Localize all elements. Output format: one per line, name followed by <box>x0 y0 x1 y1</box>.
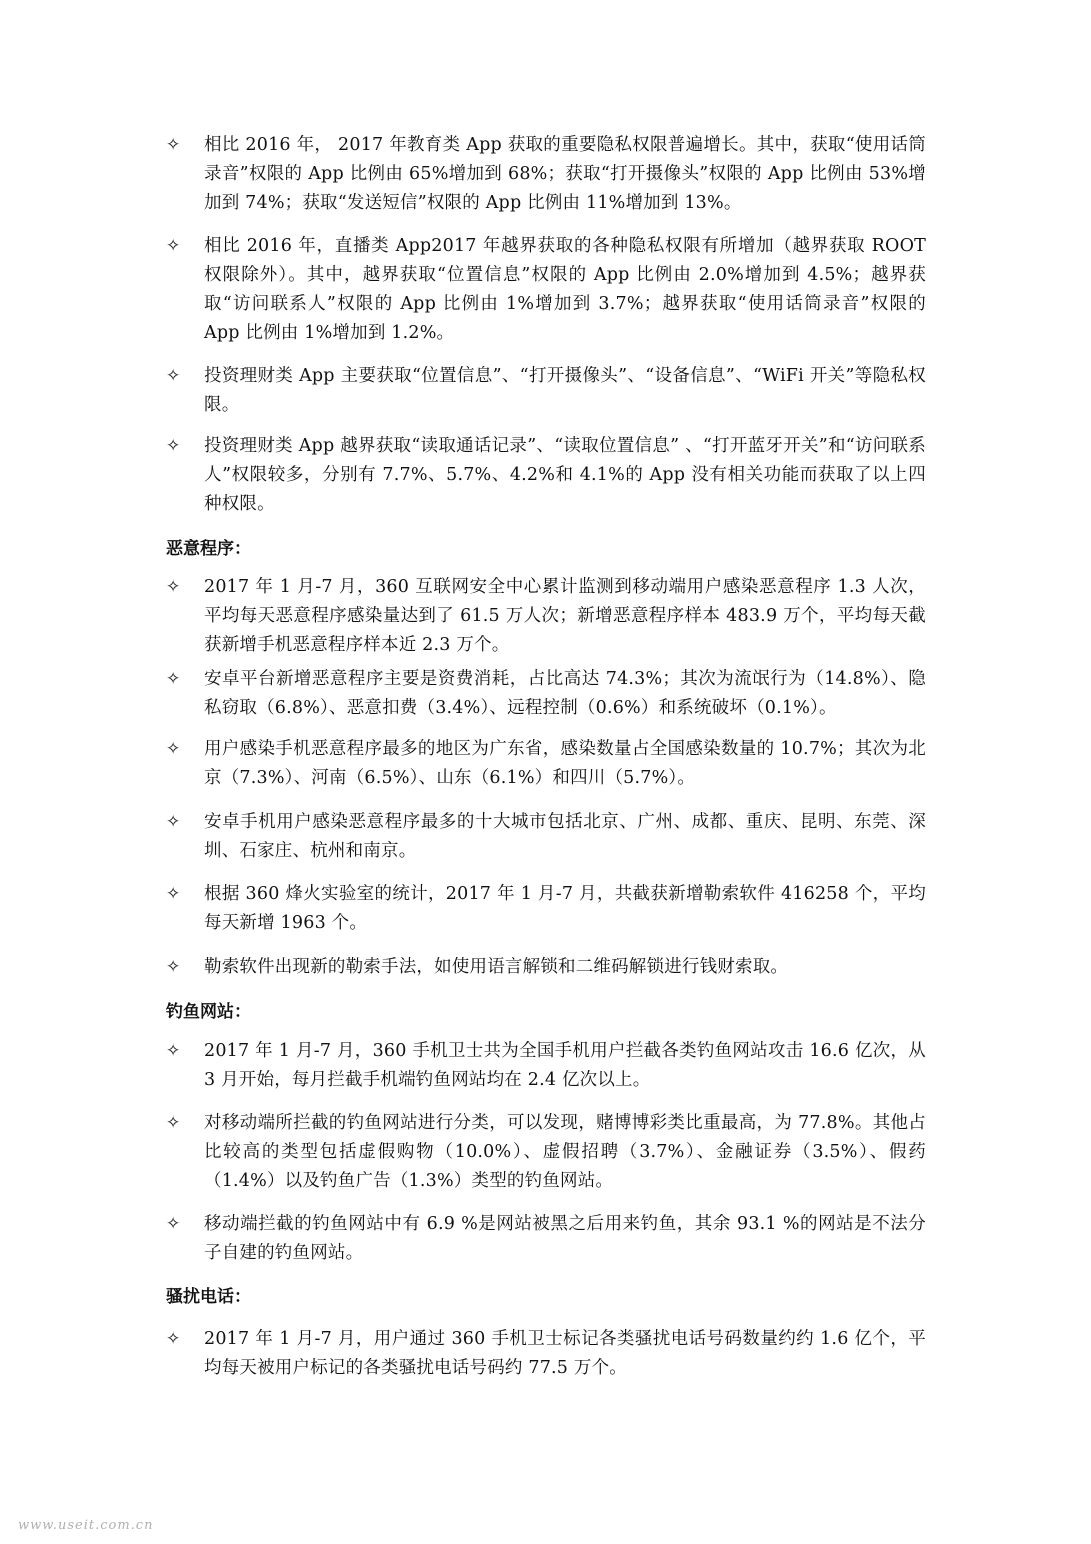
list-item <box>166 1037 926 1095</box>
paragraph: 移动端拦截的钓鱼网站中有 6.9 %是网站被黑之后用来钓鱼，其余 93.1 %的网站是不法分子自建的钓鱼网站。 <box>204 1214 926 1263</box>
bullet-icon: ✧ <box>166 812 181 832</box>
section-heading-malware: 恶意程序： <box>166 539 251 559</box>
bullet-icon: ✧ <box>166 366 181 386</box>
paragraph: 对移动端所拦截的钓鱼网站进行分类，可以发现，赌博博彩类比重最高，为 77.8%。其他占比较高的类型包括虚假购物（10.0%）、虚假招聘（3.7%）、金融证券（3.5%）、假药（1.4%）以及钓鱼广告（1.3%）类型的钓鱼网站。 <box>204 1113 926 1191</box>
paragraph: 2017 年 1 月-7 月，用户通过 360 手机卫士标记各类骚扰电话号码数量约约 1.6 亿个，平均每天被用户标记的各类骚扰电话号码约 77.5 万个。 <box>204 1329 926 1378</box>
paragraph: 投资理财类 App 主要获取“位置信息”、“打开摄像头”、“设备信息”、“WiFi 开关”等隐私权限。 <box>204 366 926 415</box>
bullet-icon: ✧ <box>166 236 181 256</box>
paragraph: 2017 年 1 月-7 月，360 手机卫士共为全国手机用户拦截各类钓鱼网站攻击 16.6 亿次，从 3 月开始，每月拦截手机端钓鱼网站均在 2.4 亿次以上。 <box>204 1041 926 1090</box>
list-item <box>166 808 926 866</box>
paragraph: 勒索软件出现新的勒索手法，如使用语言解锁和二维码解锁进行钱财索取。 <box>204 957 789 977</box>
section-heading-phishing: 钓鱼网站： <box>166 1002 251 1022</box>
list-item <box>166 953 926 982</box>
list-item <box>166 131 926 218</box>
list-item <box>166 665 926 723</box>
bullet-icon: ✧ <box>166 436 181 456</box>
paragraph: 用户感染手机恶意程序最多的地区为广东省，感染数量占全国感染数量的 10.7%；其次为北京（7.3%）、河南（6.5%）、山东（6.1%）和四川（5.7%）。 <box>204 739 926 788</box>
bullet-icon: ✧ <box>166 1329 181 1349</box>
bullet-icon: ✧ <box>166 884 181 904</box>
list-item <box>166 362 926 420</box>
paragraph: 根据 360 烽火实验室的统计，2017 年 1 月-7 月，共截获新增勒索软件 416258 个，平均每天新增 1963 个。 <box>204 884 926 933</box>
bullet-icon: ✧ <box>166 739 181 759</box>
paragraph: 2017 年 1 月-7 月，360 互联网安全中心累计监测到移动端用户感染恶意程序 1.3 人次，平均每天恶意程序感染量达到了 61.5 万人次；新增恶意程序样本 483.9 万个，平均每天截获新增手机恶意程序样本近 2.3 万个。 <box>204 577 926 655</box>
list-item <box>166 1325 926 1383</box>
list-item <box>166 573 926 660</box>
paragraph: 安卓手机用户感染恶意程序最多的十大城市包括北京、广州、成都、重庆、昆明、东莞、深圳、石家庄、杭州和南京。 <box>204 812 926 861</box>
bullet-icon: ✧ <box>166 669 181 689</box>
paragraph: 投资理财类 App 越界获取“读取通话记录”、“读取位置信息” 、“打开蓝牙开关”和“访问联系人”权限较多，分别有 7.7%、5.7%、4.2%和 4.1%的 App 没有相关功能而获取了以上四种权限。 <box>204 436 926 514</box>
list-item <box>166 232 926 348</box>
list-item <box>166 1109 926 1196</box>
bullet-icon: ✧ <box>166 135 181 155</box>
section-heading-spam-calls: 骚扰电话： <box>166 1287 251 1307</box>
list-item <box>166 432 926 519</box>
watermark: www.useit.com.cn <box>18 1518 154 1533</box>
bullet-icon: ✧ <box>166 577 181 597</box>
list-item <box>166 880 926 938</box>
paragraph: 相比 2016 年， 2017 年教育类 App 获取的重要隐私权限普遍增长。其中，获取“使用话筒录音”权限的 App 比例由 65%增加到 68%；获取“打开摄像头”权限的 App 比例由 53%增加到 74%；获取“发送短信”权限的 App 比例由 11%增加到 13%。 <box>204 135 926 213</box>
bullet-icon: ✧ <box>166 1041 181 1061</box>
bullet-icon: ✧ <box>166 1214 181 1234</box>
paragraph: 相比 2016 年，直播类 App2017 年越界获取的各种隐私权限有所增加（越界获取 ROOT 权限除外）。其中，越界获取“位置信息”权限的 App 比例由 2.0%增加到 4.5%；越界获取“访问联系人”权限的 App 比例由 1%增加到 3.7%；越界获取“使用话筒录音”权限的 App 比例由 1%增加到 1.2%。 <box>204 236 926 343</box>
bullet-icon: ✧ <box>166 1113 181 1133</box>
list-item <box>166 1210 926 1268</box>
paragraph: 安卓平台新增恶意程序主要是资费消耗，占比高达 74.3%；其次为流氓行为（14.8%）、隐私窃取（6.8%）、恶意扣费（3.4%）、远程控制（0.6%）和系统破坏（0.1%）。 <box>204 669 926 718</box>
list-item <box>166 735 926 793</box>
bullet-icon: ✧ <box>166 957 181 977</box>
